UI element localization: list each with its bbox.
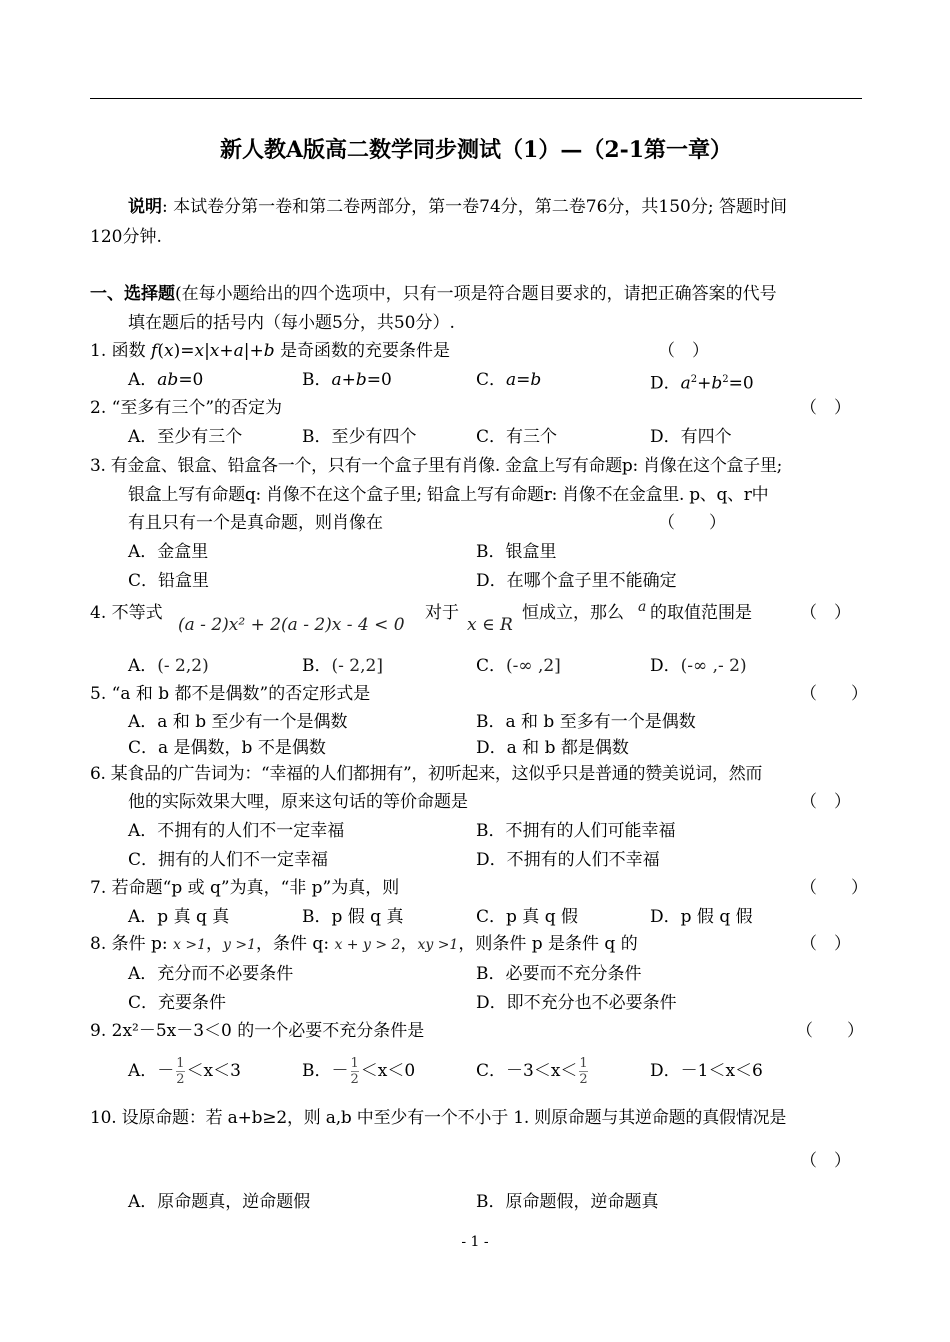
question-8-answer-paren: （ ） (800, 934, 851, 954)
q7-option-a: A．p 真 q 真 (128, 907, 230, 927)
q1-option-c: C．a=b (476, 370, 542, 390)
question-5-answer-paren: （ ） (800, 684, 868, 704)
question-7-stem: 7. 若命题“p 或 q”为真，“非 p”为真，则 (90, 878, 400, 898)
q10-option-a: A．原命题真，逆命题假 (128, 1192, 311, 1212)
question-10-stem: 10. 设原命题：若 a+b≥2，则 a,b 中至少有一个不小于 1. 则原命题与其逆命题的真假情况是 (90, 1108, 787, 1128)
q1-option-d: D．$a^2+b^2=0$ (650, 373, 754, 394)
q2-option-b: B．至少有四个 (302, 427, 417, 447)
q3-option-c: C．铅盒里 (128, 571, 210, 591)
section-instruction: 填在题后的括号内（每小题5分，共50分）. (128, 313, 455, 333)
question-9-answer-paren: （ ） (796, 1021, 864, 1041)
q2-option-c: C．有三个 (476, 427, 558, 447)
question-3-answer-paren: （ ） (658, 513, 726, 533)
question-4-inequality: (a - 2)x² + 2(a - 2)x - 4 < 0 (178, 615, 405, 635)
question-6-line-1: 6. 某食品的广告词为：“幸福的人们都拥有”，初听起来，这似乎只是普通的赞美说词，然而 (90, 764, 763, 784)
q6-option-a: A．不拥有的人们不一定幸福 (128, 821, 345, 841)
fraction-one-half: $\frac{1}{2}$ (350, 1056, 359, 1087)
q3-option-b: B．银盒里 (476, 542, 557, 562)
question-6-line-2: 他的实际效果大哩，原来这句话的等价命题是 (128, 792, 468, 812)
question-3-line-2: 银盒上写有命题q: 肖像不在这个盒子里; 铅盒上写有命题r: 肖像不在金盒里. p、q、r中 (128, 485, 769, 505)
question-4-domain: x ∈ R (467, 615, 513, 635)
q10-option-b: B．原命题假，逆命题真 (476, 1192, 659, 1212)
note-line-1: 说明: 本试卷分第一卷和第二卷两部分，第一卷74分，第二卷76分，共150分; 答题时间 (128, 197, 787, 217)
q3-option-a: A．金盒里 (128, 542, 209, 562)
q7-option-d: D．p 假 q 假 (650, 907, 753, 927)
q9-option-d: D．－1＜x＜6 (650, 1061, 763, 1081)
question-1-answer-paren: （ ） (658, 341, 709, 361)
question-3-line-1: 3. 有金盒、银盒、铅盒各一个，只有一个盒子里有肖像. 金盒上写有命题p: 肖像在这个盒子里; (90, 456, 783, 476)
question-4-stem-d: 的取值范围是 (650, 603, 752, 623)
q6-option-d: D．不拥有的人们不幸福 (476, 850, 660, 870)
note-line-2: 120分钟. (90, 227, 162, 247)
q8-option-c: C．充要条件 (128, 993, 227, 1013)
question-9-stem: 9. 2x²－5x－3＜0 的一个必要不充分条件是 (90, 1021, 425, 1041)
q5-option-c: C．a 是偶数，b 不是偶数 (128, 738, 326, 758)
q9-option-c: C．－3＜x＜ $\frac{1}{2}$ (476, 1056, 588, 1087)
question-3-line-3: 有且只有一个是真命题，则肖像在 (128, 513, 383, 533)
question-4-answer-paren: （ ） (800, 603, 851, 623)
q9-option-b: B．－ $\frac{1}{2}$ ＜x＜0 (302, 1056, 416, 1087)
fraction-one-half: $\frac{1}{2}$ (176, 1056, 185, 1087)
q8-option-a: A．充分而不必要条件 (128, 964, 294, 984)
question-4-stem-a: 4. 不等式 (90, 603, 163, 623)
q4-option-c: C．(-∞ ,2] (476, 656, 561, 676)
question-10-answer-paren: （ ） (800, 1151, 851, 1171)
q4-option-b: B．(- 2,2] (302, 656, 383, 676)
question-4-variable: a (638, 599, 647, 615)
note-label: 说明 (128, 197, 162, 217)
q5-option-b: B．a 和 b 至多有一个是偶数 (476, 712, 696, 732)
question-1-stem: 1. 函数 f(x)=x|x+a|+b 是奇函数的充要条件是 (90, 341, 451, 361)
q3-option-d: D．在哪个盒子里不能确定 (476, 571, 677, 591)
q8-option-d: D．即不充分也不必要条件 (476, 993, 677, 1013)
question-2-answer-paren: （ ） (800, 398, 851, 418)
page-number: - 1 - (461, 1234, 489, 1250)
q2-option-a: A．至少有三个 (128, 427, 243, 447)
q5-option-d: D．a 和 b 都是偶数 (476, 738, 629, 758)
q1-option-b: B．a+b=0 (302, 370, 392, 390)
question-4-stem-b: 对于 (425, 603, 459, 623)
question-8-stem: 8. 条件 p: x >1，y >1，条件 q: x + y > 2，xy >1，则条件 p 是条件 q 的 (90, 934, 638, 954)
q4-option-a: A．(- 2,2) (128, 656, 209, 676)
q2-option-d: D．有四个 (650, 427, 732, 447)
q5-option-a: A．a 和 b 至少有一个是偶数 (128, 712, 348, 732)
q7-option-b: B．p 假 q 真 (302, 907, 404, 927)
fraction-one-half: $\frac{1}{2}$ (579, 1056, 588, 1087)
question-5-stem: 5. “a 和 b 都不是偶数”的否定形式是 (90, 684, 371, 704)
question-7-answer-paren: （ ） (800, 878, 868, 898)
question-6-answer-paren: （ ） (800, 792, 851, 812)
q1-option-a: A．ab=0 (128, 370, 204, 390)
q6-option-c: C．拥有的人们不一定幸福 (128, 850, 329, 870)
q6-option-b: B．不拥有的人们可能幸福 (476, 821, 676, 841)
q7-option-c: C．p 真 q 假 (476, 907, 578, 927)
q9-option-a: A．－ $\frac{1}{2}$ ＜x＜3 (128, 1056, 241, 1087)
question-4-stem-c: 恒成立，那么 (522, 603, 624, 623)
question-2-stem: 2. “至多有三个”的否定为 (90, 398, 283, 418)
page-title: 新人教A版高二数学同步测试（1）—（2-1第一章） (219, 137, 733, 163)
header-rule (90, 98, 862, 99)
section-heading: 一、选择题(在每小题给出的四个选项中，只有一项是符合题目要求的，请把正确答案的代号 (90, 284, 777, 304)
q8-option-b: B．必要而不充分条件 (476, 964, 642, 984)
q4-option-d: D．(-∞ ,- 2) (650, 656, 747, 676)
